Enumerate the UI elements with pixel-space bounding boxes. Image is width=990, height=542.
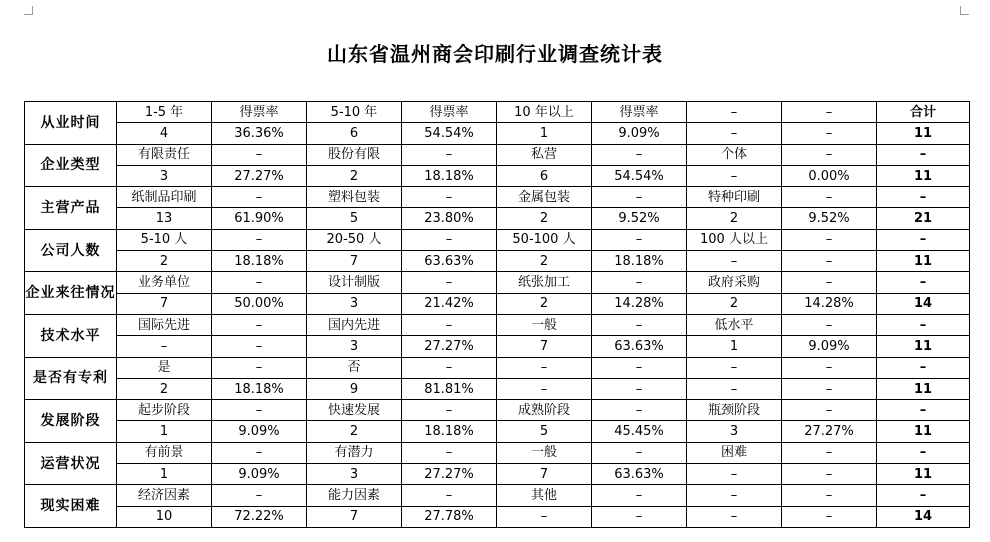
total-cell: –	[877, 400, 970, 421]
rate-cell: –	[212, 314, 307, 335]
table-row	[25, 272, 970, 293]
option-cell: –	[687, 123, 782, 144]
rate-cell: –	[212, 144, 307, 165]
rate-cell: 72.22%	[212, 506, 307, 527]
rate-cell: –	[782, 464, 877, 485]
option-cell: –	[497, 357, 592, 378]
rate-cell: –	[592, 229, 687, 250]
rate-cell: 45.45%	[592, 421, 687, 442]
option-cell: 政府采购	[687, 272, 782, 293]
category-label: 企业来往情况	[25, 272, 117, 315]
rate-cell: 14.28%	[782, 293, 877, 314]
option-cell: 经济因素	[117, 485, 212, 506]
option-cell: 10	[117, 506, 212, 527]
rate-cell: –	[402, 272, 497, 293]
option-cell: 1	[117, 464, 212, 485]
total-cell: 11	[877, 251, 970, 272]
option-cell: 否	[307, 357, 402, 378]
option-cell: 一般	[497, 314, 592, 335]
option-cell: 3	[307, 293, 402, 314]
option-cell: 塑料包装	[307, 187, 402, 208]
rate-cell: 63.63%	[592, 464, 687, 485]
crop-mark-top-left	[24, 6, 33, 15]
crop-mark-top-right	[960, 6, 969, 15]
rate-cell: 27.27%	[402, 336, 497, 357]
option-cell: –	[687, 357, 782, 378]
page-title: 山东省温州商会印刷行业调查统计表	[327, 42, 663, 67]
option-cell: 6	[307, 123, 402, 144]
option-cell: 国内先进	[307, 314, 402, 335]
option-cell: 成熟阶段	[497, 400, 592, 421]
option-cell: 1-5 年	[117, 102, 212, 123]
category-label: 主营产品	[25, 187, 117, 230]
option-cell: 起步阶段	[117, 400, 212, 421]
rate-cell: –	[402, 357, 497, 378]
rate-cell: –	[592, 506, 687, 527]
rate-cell: –	[782, 102, 877, 123]
option-cell: 50-100 人	[497, 229, 592, 250]
rate-cell: 27.27%	[212, 165, 307, 186]
option-cell: –	[497, 378, 592, 399]
rate-cell: –	[782, 144, 877, 165]
option-cell: –	[687, 251, 782, 272]
option-cell: 一般	[497, 442, 592, 463]
option-cell: 4	[117, 123, 212, 144]
rate-cell: –	[402, 485, 497, 506]
rate-cell: –	[212, 357, 307, 378]
rate-cell: –	[402, 229, 497, 250]
rate-cell: 14.28%	[592, 293, 687, 314]
option-cell: 2	[307, 421, 402, 442]
option-cell: 7	[497, 464, 592, 485]
option-cell: 瓶颈阶段	[687, 400, 782, 421]
category-label: 公司人数	[25, 229, 117, 272]
rate-cell: –	[402, 144, 497, 165]
total-cell: 合计	[877, 102, 970, 123]
option-cell: 快速发展	[307, 400, 402, 421]
option-cell: 5-10 人	[117, 229, 212, 250]
rate-cell: 27.27%	[402, 464, 497, 485]
rate-cell: 9.09%	[212, 464, 307, 485]
option-cell: 3	[687, 421, 782, 442]
option-cell: –	[687, 464, 782, 485]
table-row	[25, 314, 970, 335]
table-row	[25, 102, 970, 123]
total-cell: 14	[877, 506, 970, 527]
rate-cell: –	[212, 442, 307, 463]
category-label: 现实困难	[25, 485, 117, 528]
option-cell: 有限责任	[117, 144, 212, 165]
option-cell: 困难	[687, 442, 782, 463]
option-cell: 1	[117, 421, 212, 442]
total-cell: –	[877, 485, 970, 506]
option-cell: –	[687, 165, 782, 186]
option-cell: 能力因素	[307, 485, 402, 506]
table-row	[25, 123, 970, 144]
option-cell: –	[687, 378, 782, 399]
rate-cell: –	[592, 485, 687, 506]
table-row	[25, 400, 970, 421]
option-cell: 纸制品印刷	[117, 187, 212, 208]
table-row	[25, 442, 970, 463]
option-cell: 2	[687, 293, 782, 314]
rate-cell: 18.18%	[212, 251, 307, 272]
option-cell: 低水平	[687, 314, 782, 335]
option-cell: 国际先进	[117, 314, 212, 335]
option-cell: 业务单位	[117, 272, 212, 293]
option-cell: 5-10 年	[307, 102, 402, 123]
rate-cell: –	[782, 229, 877, 250]
option-cell: 2	[687, 208, 782, 229]
rate-cell: 得票率	[592, 102, 687, 123]
rate-cell: –	[592, 400, 687, 421]
rate-cell: –	[402, 187, 497, 208]
rate-cell: 54.54%	[402, 123, 497, 144]
total-cell: 11	[877, 165, 970, 186]
option-cell: 2	[497, 251, 592, 272]
option-cell: 13	[117, 208, 212, 229]
option-cell: 20-50 人	[307, 229, 402, 250]
rate-cell: –	[592, 357, 687, 378]
total-cell: 11	[877, 378, 970, 399]
rate-cell: –	[782, 123, 877, 144]
option-cell: –	[687, 102, 782, 123]
rate-cell: 21.42%	[402, 293, 497, 314]
rate-cell: 0.00%	[782, 165, 877, 186]
rate-cell: 9.09%	[212, 421, 307, 442]
total-cell: –	[877, 272, 970, 293]
option-cell: –	[687, 506, 782, 527]
total-cell: –	[877, 144, 970, 165]
rate-cell: 18.18%	[212, 378, 307, 399]
total-cell: 11	[877, 123, 970, 144]
rate-cell: 18.18%	[402, 421, 497, 442]
category-label: 发展阶段	[25, 400, 117, 443]
rate-cell: –	[212, 272, 307, 293]
rate-cell: –	[402, 442, 497, 463]
rate-cell: 得票率	[212, 102, 307, 123]
rate-cell: 63.63%	[592, 336, 687, 357]
option-cell: 7	[307, 251, 402, 272]
category-label: 从业时间	[25, 102, 117, 145]
option-cell: –	[497, 506, 592, 527]
table-row	[25, 506, 970, 527]
rate-cell: –	[592, 187, 687, 208]
option-cell: 3	[117, 165, 212, 186]
table-row	[25, 336, 970, 357]
option-cell: 金属包装	[497, 187, 592, 208]
option-cell: 9	[307, 378, 402, 399]
option-cell: 7	[307, 506, 402, 527]
rate-cell: –	[592, 378, 687, 399]
option-cell: 纸张加工	[497, 272, 592, 293]
option-cell: 1	[687, 336, 782, 357]
total-cell: 11	[877, 421, 970, 442]
table-row	[25, 293, 970, 314]
table-row	[25, 251, 970, 272]
rate-cell: –	[782, 187, 877, 208]
option-cell: 是	[117, 357, 212, 378]
option-cell: 5	[307, 208, 402, 229]
rate-cell: 18.18%	[402, 165, 497, 186]
option-cell: 有潜力	[307, 442, 402, 463]
table-row	[25, 357, 970, 378]
total-cell: 21	[877, 208, 970, 229]
total-cell: –	[877, 314, 970, 335]
rate-cell: –	[592, 314, 687, 335]
option-cell: 股份有限	[307, 144, 402, 165]
rate-cell: –	[782, 485, 877, 506]
option-cell: 2	[307, 165, 402, 186]
rate-cell: –	[782, 506, 877, 527]
rate-cell: 81.81%	[402, 378, 497, 399]
option-cell: 100 人以上	[687, 229, 782, 250]
option-cell: 10 年以上	[497, 102, 592, 123]
table-row	[25, 378, 970, 399]
rate-cell: 50.00%	[212, 293, 307, 314]
option-cell: 设计制版	[307, 272, 402, 293]
rate-cell: –	[782, 272, 877, 293]
rate-cell: –	[212, 336, 307, 357]
option-cell: 个体	[687, 144, 782, 165]
option-cell: 7	[117, 293, 212, 314]
table-row	[25, 208, 970, 229]
category-label: 运营状况	[25, 442, 117, 485]
option-cell: 2	[497, 293, 592, 314]
survey-table-body	[25, 102, 970, 528]
option-cell: 2	[117, 251, 212, 272]
rate-cell: 27.78%	[402, 506, 497, 527]
category-label: 技术水平	[25, 314, 117, 357]
option-cell: 私营	[497, 144, 592, 165]
rate-cell: –	[782, 251, 877, 272]
total-cell: 14	[877, 293, 970, 314]
rate-cell: –	[212, 187, 307, 208]
rate-cell: 36.36%	[212, 123, 307, 144]
option-cell: 特种印刷	[687, 187, 782, 208]
option-cell: 3	[307, 464, 402, 485]
rate-cell: 54.54%	[592, 165, 687, 186]
option-cell: 其他	[497, 485, 592, 506]
total-cell: 11	[877, 464, 970, 485]
rate-cell: 9.52%	[782, 208, 877, 229]
total-cell: 11	[877, 336, 970, 357]
option-cell: 2	[117, 378, 212, 399]
total-cell: –	[877, 229, 970, 250]
rate-cell: –	[782, 357, 877, 378]
rate-cell: 9.09%	[592, 123, 687, 144]
rate-cell: –	[592, 442, 687, 463]
rate-cell: 63.63%	[402, 251, 497, 272]
rate-cell: –	[782, 314, 877, 335]
total-cell: –	[877, 187, 970, 208]
option-cell: 1	[497, 123, 592, 144]
option-cell: 6	[497, 165, 592, 186]
category-label: 是否有专利	[25, 357, 117, 400]
table-row	[25, 165, 970, 186]
option-cell: 7	[497, 336, 592, 357]
rate-cell: –	[592, 144, 687, 165]
table-row	[25, 229, 970, 250]
option-cell: 5	[497, 421, 592, 442]
table-row	[25, 464, 970, 485]
category-label: 企业类型	[25, 144, 117, 187]
table-row	[25, 421, 970, 442]
rate-cell: –	[782, 378, 877, 399]
rate-cell: –	[402, 314, 497, 335]
rate-cell: 9.52%	[592, 208, 687, 229]
survey-table	[24, 101, 970, 528]
option-cell: 2	[497, 208, 592, 229]
total-cell: –	[877, 442, 970, 463]
rate-cell: –	[212, 400, 307, 421]
total-cell: –	[877, 357, 970, 378]
rate-cell: –	[212, 485, 307, 506]
rate-cell: 18.18%	[592, 251, 687, 272]
rate-cell: –	[212, 229, 307, 250]
table-row	[25, 187, 970, 208]
option-cell: –	[117, 336, 212, 357]
option-cell: –	[687, 485, 782, 506]
rate-cell: 9.09%	[782, 336, 877, 357]
option-cell: 有前景	[117, 442, 212, 463]
rate-cell: 27.27%	[782, 421, 877, 442]
option-cell: 3	[307, 336, 402, 357]
rate-cell: –	[592, 272, 687, 293]
rate-cell: 23.80%	[402, 208, 497, 229]
rate-cell: –	[782, 400, 877, 421]
rate-cell: 得票率	[402, 102, 497, 123]
rate-cell: –	[402, 400, 497, 421]
rate-cell: 61.90%	[212, 208, 307, 229]
rate-cell: –	[782, 442, 877, 463]
table-row	[25, 485, 970, 506]
table-row	[25, 144, 970, 165]
